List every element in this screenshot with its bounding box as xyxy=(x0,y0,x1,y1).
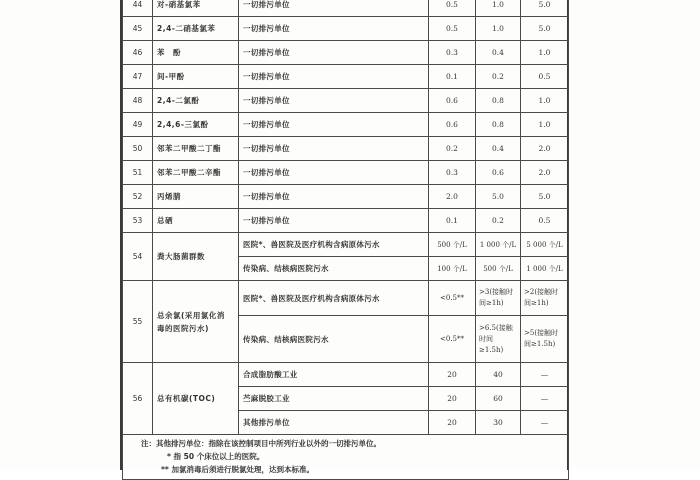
grade2-limit: >6.5(接触时间≥1.5h) xyxy=(476,316,521,363)
pollutant-name: 苯 酚 xyxy=(153,41,239,65)
row-number: 53 xyxy=(123,209,153,233)
grade3-limit: >2(接触时间≥1h) xyxy=(521,281,569,316)
row-number: 55 xyxy=(123,281,153,363)
table-row-55 xyxy=(123,281,569,316)
table-row xyxy=(123,209,569,233)
applicable-scope: 苎麻脱胶工业 xyxy=(239,387,429,411)
grade3-limit: 1.0 xyxy=(521,113,569,137)
pollutant-name: 总硒 xyxy=(153,209,239,233)
grade1-limit: 0.5 xyxy=(429,17,476,41)
grade2-limit: 30 xyxy=(476,411,521,435)
pollutant-standards-table xyxy=(122,0,569,480)
grade1-limit: 500 个/L xyxy=(429,233,476,257)
table-notes-row xyxy=(123,435,569,480)
row-number: 56 xyxy=(123,363,153,435)
grade3-limit: 2.0 xyxy=(521,137,569,161)
grade2-limit: 1.0 xyxy=(476,0,521,17)
pollutant-name: 对-硝基氯苯 xyxy=(153,0,239,17)
applicable-scope: 一切排污单位 xyxy=(239,161,429,185)
row-number: 45 xyxy=(123,17,153,41)
grade1-limit: 0.6 xyxy=(429,89,476,113)
grade2-limit: 5.0 xyxy=(476,185,521,209)
grade2-limit: 0.8 xyxy=(476,89,521,113)
grade3-limit: 5.0 xyxy=(521,185,569,209)
table-row-56 xyxy=(123,363,569,387)
pollutant-name-line1: 总余氯(采用氯化消 xyxy=(157,310,225,320)
grade3-limit: 5.0 xyxy=(521,17,569,41)
applicable-scope: 传染病、结核病医院污水 xyxy=(239,316,429,363)
note-single-asterisk: * 指 50 个床位以上的医院。 xyxy=(167,452,265,461)
row-number: 44 xyxy=(123,0,153,17)
applicable-scope: 一切排污单位 xyxy=(239,65,429,89)
grade1-limit: 100 个/L xyxy=(429,257,476,281)
grade1-limit: 0.3 xyxy=(429,161,476,185)
table-notes xyxy=(123,435,569,480)
applicable-scope: 一切排污单位 xyxy=(239,89,429,113)
grade2-limit: 500 个/L xyxy=(476,257,521,281)
grade2-limit: 40 xyxy=(476,363,521,387)
row-number: 50 xyxy=(123,137,153,161)
pollutant-name xyxy=(153,281,239,363)
grade3-limit: >5(接触时间≥1.5h) xyxy=(521,316,569,363)
note-other-units: 注：其他排污单位：指除在该控制项目中所列行业以外的一切排污单位。 xyxy=(141,439,381,448)
pollutant-name-line2: 毒的医院污水) xyxy=(157,323,209,333)
row-number: 51 xyxy=(123,161,153,185)
applicable-scope: 一切排污单位 xyxy=(239,185,429,209)
pollutant-name: 粪大肠菌群数 xyxy=(153,233,239,281)
grade3-limit: 5.0 xyxy=(521,0,569,17)
grade2-limit: >3(接触时间≥1h) xyxy=(476,281,521,316)
grade1-limit: 2.0 xyxy=(429,185,476,209)
grade1-limit: 0.3 xyxy=(429,41,476,65)
applicable-scope: 一切排污单位 xyxy=(239,137,429,161)
grade3-limit: — xyxy=(521,363,569,387)
applicable-scope: 一切排污单位 xyxy=(239,113,429,137)
row-number: 49 xyxy=(123,113,153,137)
grade1-limit: <0.5** xyxy=(429,281,476,316)
row-number: 54 xyxy=(123,233,153,281)
pollutant-name: 总有机碳(TOC) xyxy=(153,363,239,435)
row-number: 48 xyxy=(123,89,153,113)
grade2-limit: 60 xyxy=(476,387,521,411)
table-row xyxy=(123,65,569,89)
table-row xyxy=(123,89,569,113)
grade1-limit: 20 xyxy=(429,363,476,387)
grade1-limit: <0.5** xyxy=(429,316,476,363)
applicable-scope: 合成脂肪酸工业 xyxy=(239,363,429,387)
table-row xyxy=(123,185,569,209)
table-row xyxy=(123,0,569,17)
table-row xyxy=(123,137,569,161)
applicable-scope: 医院*、兽医院及医疗机构含病原体污水 xyxy=(239,233,429,257)
grade1-limit: 20 xyxy=(429,411,476,435)
row-number: 52 xyxy=(123,185,153,209)
grade3-limit: 1 000 个/L xyxy=(521,257,569,281)
note-double-asterisk: ** 加氯消毒后须进行脱氯处理，达到本标准。 xyxy=(161,465,314,474)
pollutant-name: 2,4-二氯酚 xyxy=(153,89,239,113)
grade2-limit: 0.2 xyxy=(476,209,521,233)
grade2-limit: 1.0 xyxy=(476,17,521,41)
table-row xyxy=(123,113,569,137)
grade2-limit: 0.4 xyxy=(476,137,521,161)
applicable-scope: 一切排污单位 xyxy=(239,0,429,17)
grade1-limit: 0.6 xyxy=(429,113,476,137)
table-row xyxy=(123,41,569,65)
grade3-limit: — xyxy=(521,411,569,435)
grade3-limit: 1.0 xyxy=(521,89,569,113)
grade3-limit: 0.5 xyxy=(521,65,569,89)
applicable-scope: 一切排污单位 xyxy=(239,209,429,233)
grade1-limit: 0.1 xyxy=(429,65,476,89)
applicable-scope: 其他排污单位 xyxy=(239,411,429,435)
grade3-limit: 0.5 xyxy=(521,209,569,233)
grade2-limit: 0.6 xyxy=(476,161,521,185)
grade3-limit: 5 000 个/L xyxy=(521,233,569,257)
grade3-limit: 2.0 xyxy=(521,161,569,185)
table-row xyxy=(123,161,569,185)
grade3-limit: 1.0 xyxy=(521,41,569,65)
pollutant-name: 邻苯二甲酸二辛酯 xyxy=(153,161,239,185)
table-row-54 xyxy=(123,233,569,257)
applicable-scope: 传染病、结核病医院污水 xyxy=(239,257,429,281)
applicable-scope: 一切排污单位 xyxy=(239,17,429,41)
grade2-limit: 0.8 xyxy=(476,113,521,137)
grade2-limit: 0.4 xyxy=(476,41,521,65)
applicable-scope: 医院*、兽医院及医疗机构含病原体污水 xyxy=(239,281,429,316)
grade2-limit: 1 000 个/L xyxy=(476,233,521,257)
table-row xyxy=(123,17,569,41)
pollutant-name: 2,4,6-三氯酚 xyxy=(153,113,239,137)
grade2-limit: 0.2 xyxy=(476,65,521,89)
grade1-limit: 20 xyxy=(429,387,476,411)
grade1-limit: 0.1 xyxy=(429,209,476,233)
pollutant-name: 2,4-二硝基氯苯 xyxy=(153,17,239,41)
row-number: 46 xyxy=(123,41,153,65)
pollutant-name: 邻苯二甲酸二丁酯 xyxy=(153,137,239,161)
pollutant-name: 间-甲酚 xyxy=(153,65,239,89)
row-number: 47 xyxy=(123,65,153,89)
pollutant-name: 丙烯腈 xyxy=(153,185,239,209)
grade3-limit: — xyxy=(521,387,569,411)
applicable-scope: 一切排污单位 xyxy=(239,41,429,65)
grade1-limit: 0.2 xyxy=(429,137,476,161)
grade1-limit: 0.5 xyxy=(429,0,476,17)
